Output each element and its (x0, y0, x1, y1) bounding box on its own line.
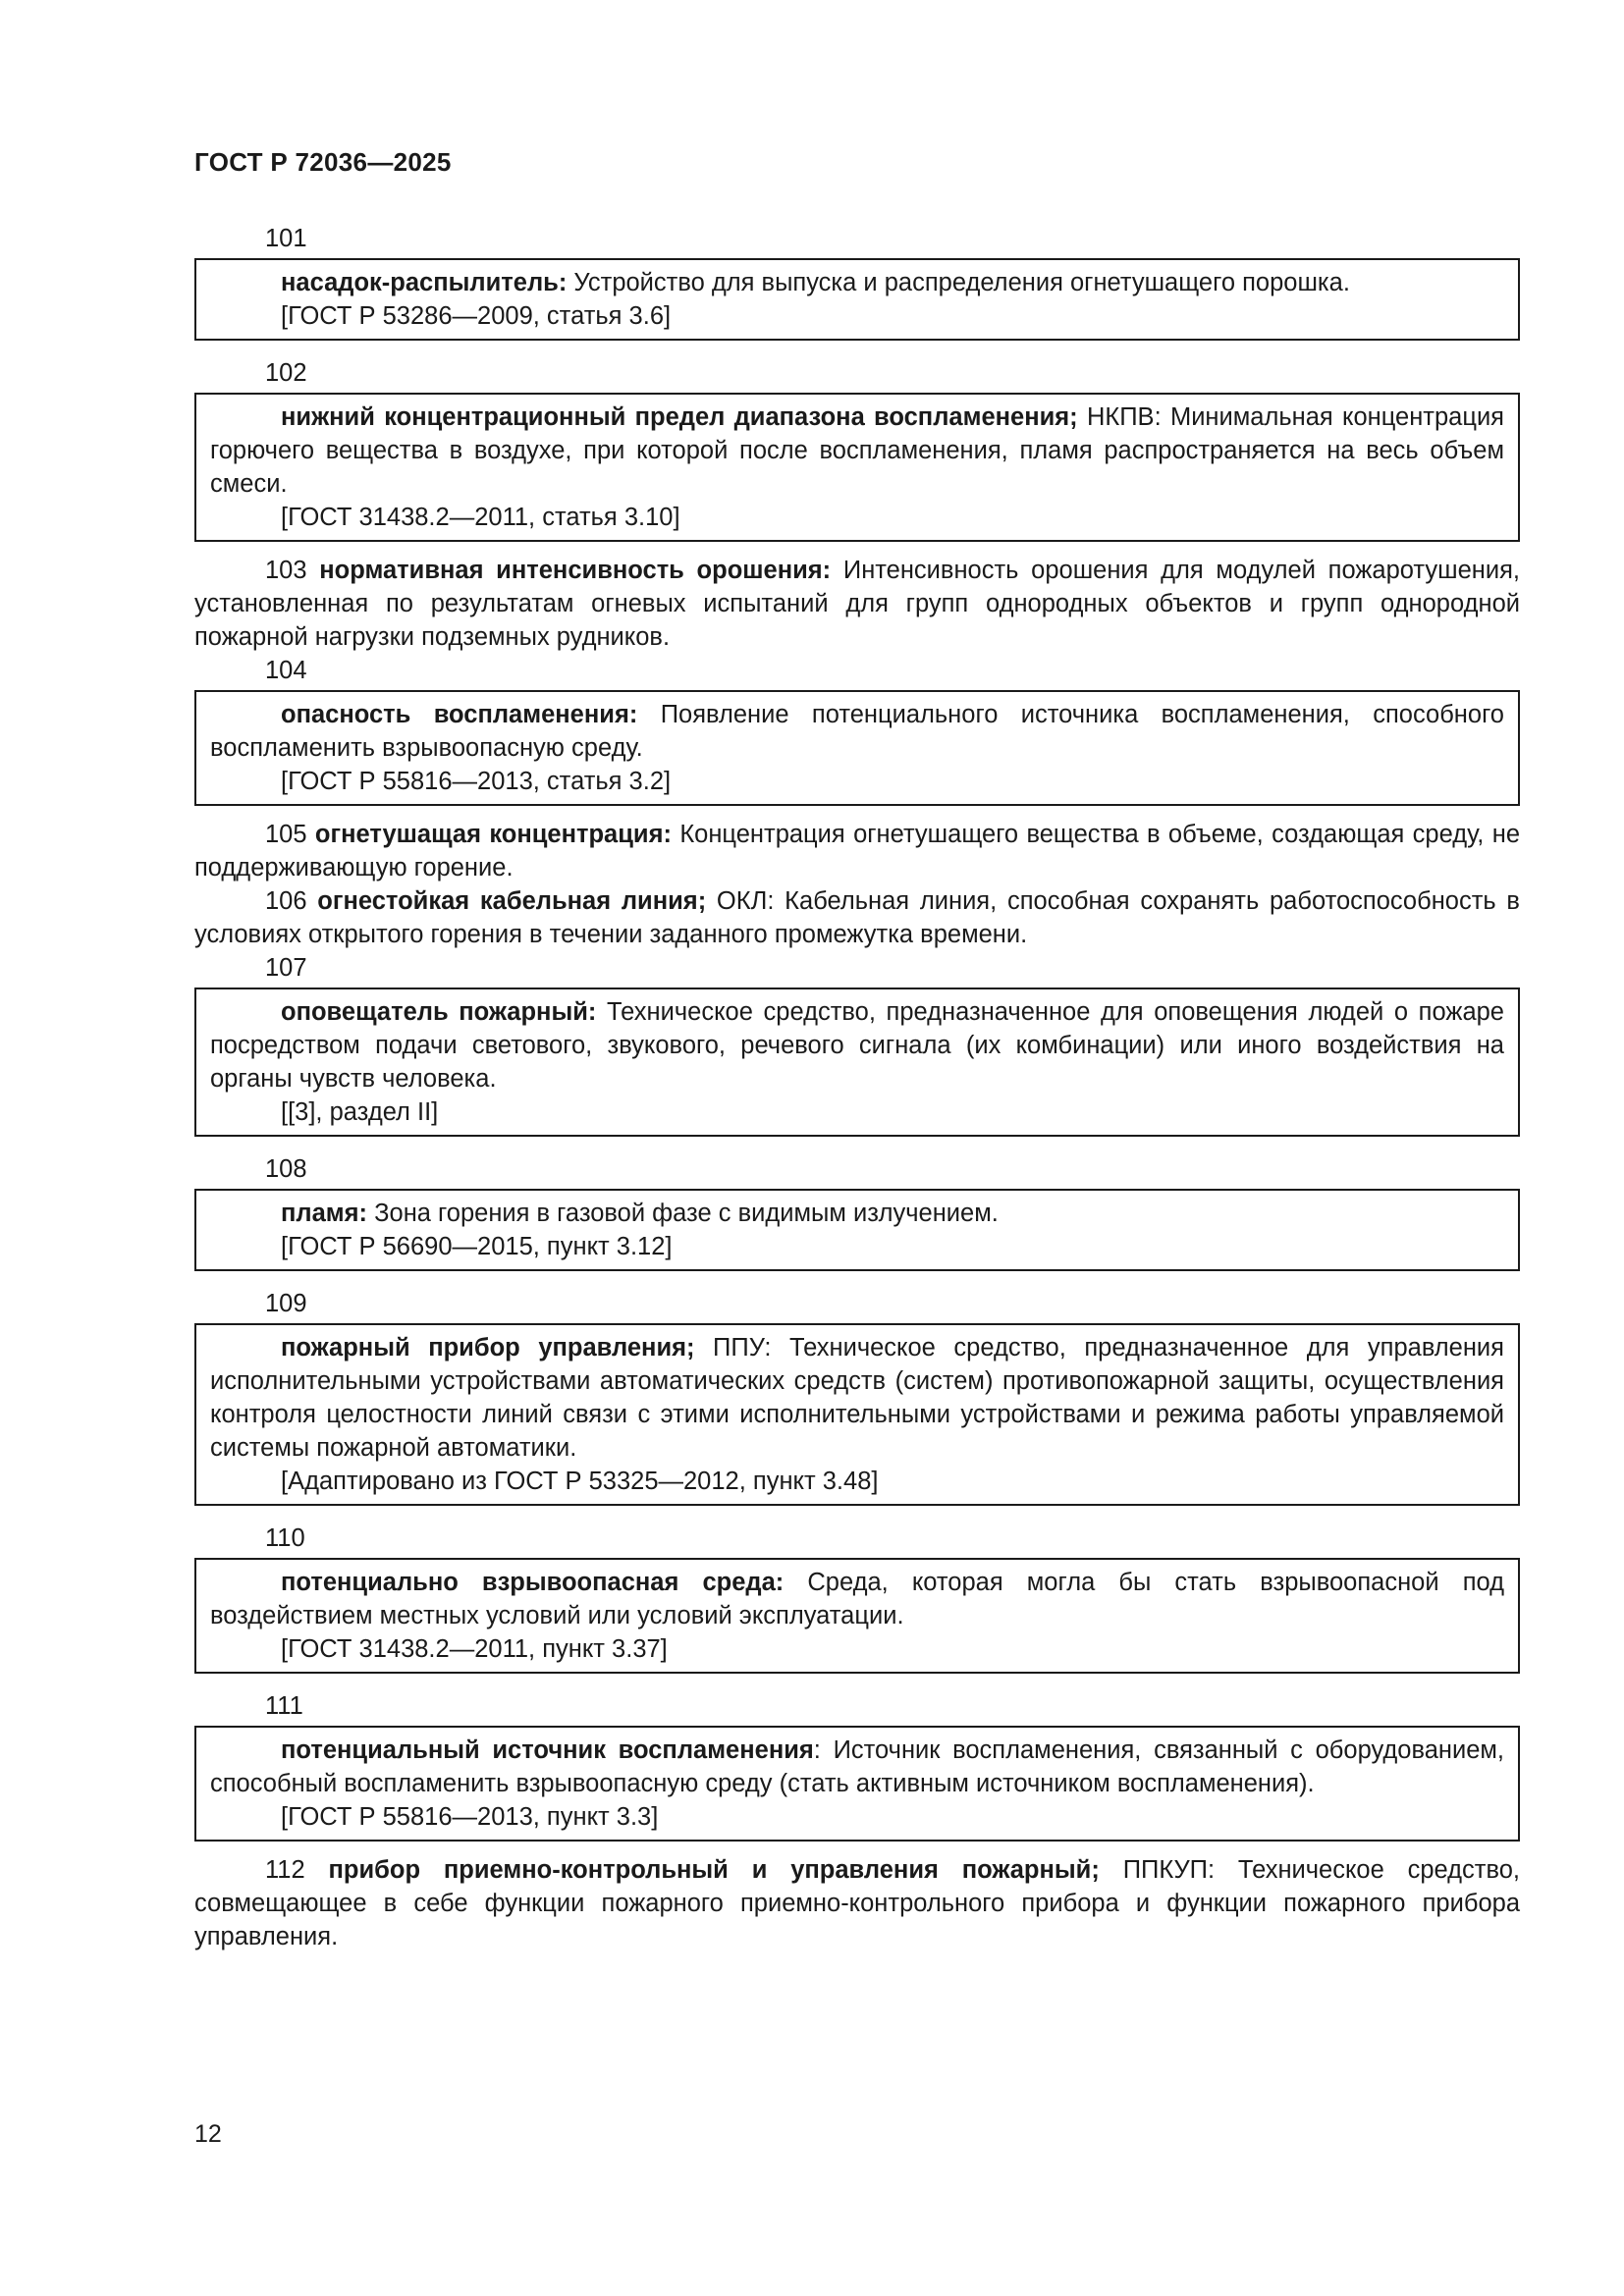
definition-text: ОКЛ: Кабельная линия, способная сохранять работоспособность в условиях открытого горения в течении заданного промежутка времени. (194, 887, 1520, 948)
term-paragraph (194, 818, 1520, 884)
definition-text: Появление потенциального источника воспламенения, способного воспламенить взрывоопасную среду. (210, 701, 1504, 762)
term-paragraph (194, 884, 1520, 951)
entry-number: 105 (265, 821, 307, 848)
term-name: насадок-распылитель: (281, 269, 568, 296)
term-name: потенциально взрывоопасная среда: (281, 1569, 785, 1596)
term-name: пламя: (281, 1200, 368, 1227)
definition-text: : Источник воспламенения, связанный с оборудованием, способный воспламенить взрывоопасную среду (стать активным источником воспламенения). (210, 1736, 1505, 1797)
definition-text: Концентрация огнетушащего вещества в объеме, создающая среду, не поддерживающую горение. (194, 821, 1520, 881)
term-name: огнетушащая концентрация: (314, 821, 672, 848)
term-source: [Адаптировано из ГОСТ Р 53325—2012, пункт 3.48] (281, 1468, 879, 1495)
term-name: потенциальный источник воспламенения (281, 1736, 814, 1764)
term-source: [ГОСТ Р 55816—2013, пункт 3.3] (281, 1803, 659, 1831)
term-box (194, 258, 1520, 341)
term-definition (210, 1331, 1504, 1465)
definition-text: НКПВ: Минимальная концентрация горючего вещества в воздухе, при которой после воспламенения, пламя распространяется на весь объем смеси. (210, 403, 1504, 498)
term-name: опасность воспламенения: (281, 701, 638, 728)
term-box (194, 1726, 1520, 1842)
entry-number: 107 (265, 954, 307, 982)
term-source: [ГОСТ Р 56690—2015, пункт 3.12] (281, 1233, 673, 1260)
entry-number: 108 (265, 1155, 307, 1183)
term-definition (210, 266, 1504, 299)
term-definition (210, 400, 1504, 501)
term-definition (210, 1566, 1504, 1632)
entry-number: 104 (265, 657, 307, 684)
entry-number: 111 (265, 1692, 303, 1720)
term-name: пожарный прибор управления; (281, 1334, 695, 1362)
term-name: прибор приемно-контрольный и управления пожарный; (328, 1856, 1100, 1884)
page-number: 12 (194, 2120, 222, 2148)
terms-section (194, 222, 1520, 1953)
entry-number: 109 (265, 1290, 307, 1317)
term-definition (210, 698, 1504, 765)
document-header: ГОСТ Р 72036—2025 (194, 147, 452, 177)
entry-number: 110 (265, 1524, 305, 1552)
definition-text: Устройство для выпуска и распределения огнетушащего порошка. (567, 269, 1350, 296)
entry-number: 112 (265, 1856, 305, 1884)
definition-text: ППКУП: Техническое средство, совмещающее в себе функции пожарного приемно-контрольного прибора и функции пожарного прибора управления. (194, 1856, 1521, 1950)
term-definition (210, 1197, 1504, 1230)
definition-text: ППУ: Техническое средство, предназначенное для управления исполнительными устройствами автоматических средств (систем) противопожарной защиты, осуществления контроля целостности линий связи с этими исполнительными устройствами и режима работы управляемой системы пожарной автоматики. (210, 1334, 1504, 1462)
term-name: нормативная интенсивность орошения: (319, 557, 832, 584)
definition-text: Техническое средство, предназначенное для оповещения людей о пожаре посредством подачи светового, звукового, речевого сигнала (их комбинации) или иного воздействия на органы чувств человека. (210, 998, 1504, 1093)
term-box (194, 1189, 1520, 1271)
term-source: [ГОСТ 31438.2—2011, пункт 3.37] (281, 1635, 668, 1663)
term-source: [ГОСТ Р 53286—2009, статья 3.6] (281, 302, 672, 330)
definition-text: Зона горения в газовой фазе с видимым излучением. (367, 1200, 999, 1227)
definition-text: Интенсивность орошения для модулей пожаротушения, установленная по результатам огневых испытаний для групп однородных объектов и групп однородной пожарной нагрузки подземных рудников. (194, 557, 1520, 651)
term-box (194, 393, 1520, 542)
term-box (194, 1558, 1520, 1674)
entry-number: 102 (265, 359, 307, 387)
term-definition (210, 1734, 1504, 1800)
term-box (194, 690, 1520, 806)
term-source: [[3], раздел II] (281, 1098, 439, 1126)
entry-number: 103 (265, 557, 307, 584)
term-paragraph (194, 554, 1520, 654)
entry-number: 106 (265, 887, 307, 915)
term-box (194, 1323, 1520, 1506)
term-box (194, 988, 1520, 1137)
term-definition (210, 995, 1504, 1095)
term-name: огнестойкая кабельная линия; (317, 887, 707, 915)
term-name: оповещатель пожарный: (281, 998, 597, 1026)
term-source: [ГОСТ 31438.2—2011, статья 3.10] (281, 504, 680, 531)
entry-number: 101 (265, 225, 307, 252)
term-source: [ГОСТ Р 55816—2013, статья 3.2] (281, 768, 672, 795)
definition-text: Среда, которая могла бы стать взрывоопасной под воздействием местных условий или условий эксплуатации. (210, 1569, 1504, 1629)
term-paragraph (194, 1853, 1520, 1953)
term-name: нижний концентрационный предел диапазона воспламенения; (281, 403, 1078, 431)
